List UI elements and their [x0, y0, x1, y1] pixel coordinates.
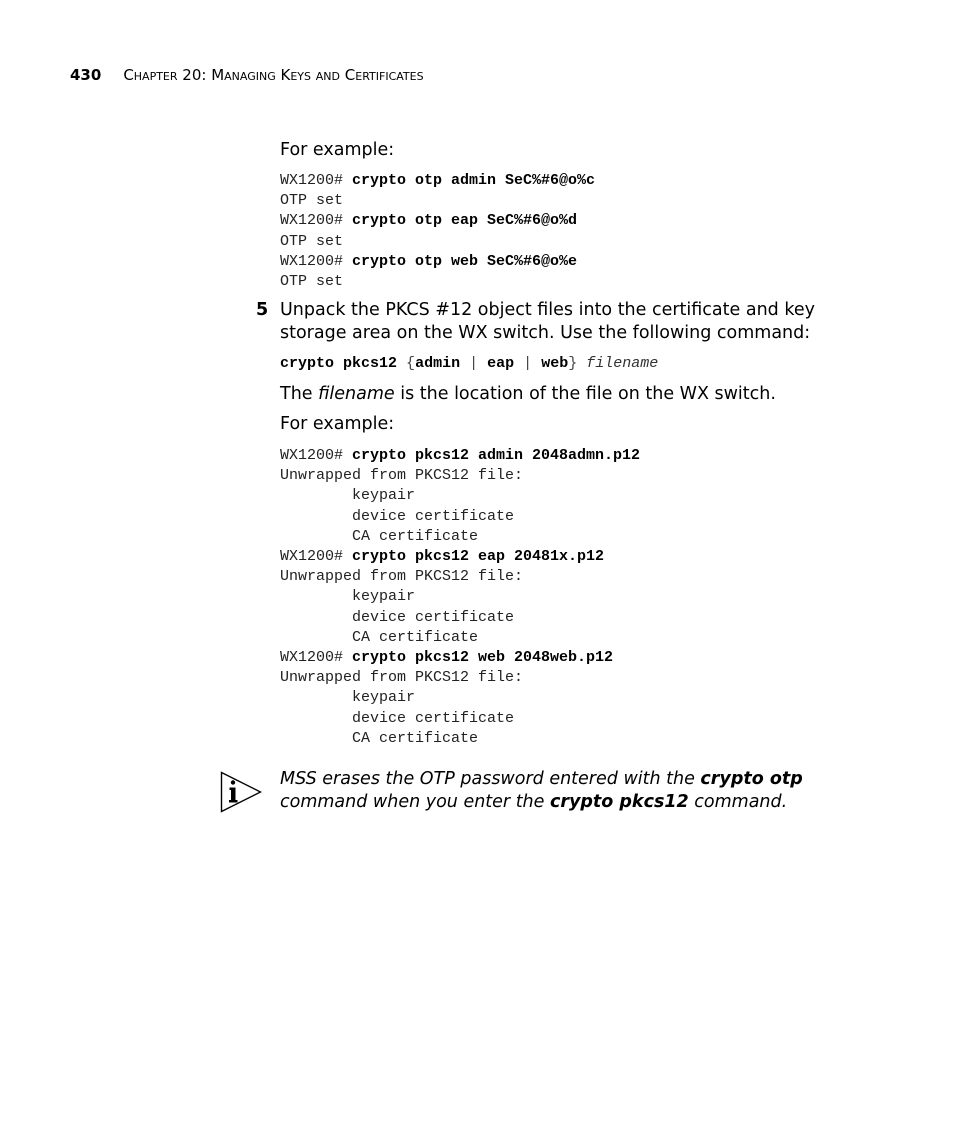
filename-description — [280, 383, 776, 405]
note-text-part: command when you enter the — [280, 791, 550, 812]
syntax-separator: | — [469, 355, 479, 372]
note-text-part: MSS erases the OTP password entered with the — [280, 769, 701, 789]
cli-output: Unwrapped from PKCS12 file: — [280, 568, 524, 586]
cli-command: crypto otp admin SeC%#6@o%c — [352, 172, 596, 189]
syntax-separator: | — [523, 355, 533, 372]
cli-output: keypair — [352, 487, 416, 505]
cli-output: OTP set — [280, 232, 344, 250]
syntax-brace: } — [568, 355, 578, 372]
chapter-title: Chapter 20: Managing Keys and Certificates — [123, 66, 424, 84]
info-icon — [220, 771, 262, 813]
note-text — [280, 768, 880, 813]
note-command: crypto otp — [700, 769, 803, 789]
description-term: filename — [318, 384, 395, 404]
note-text-part: command. — [688, 791, 788, 812]
cli-output: keypair — [352, 689, 416, 707]
description-text: The — [280, 384, 319, 404]
cli-output: device certificate — [352, 608, 515, 626]
cli-prompt: WX1200# — [280, 212, 353, 230]
cli-output: OTP set — [280, 192, 344, 210]
cli-command: crypto pkcs12 admin 2048admn.p12 — [352, 447, 641, 464]
syntax-option: web — [541, 355, 569, 372]
cli-command: crypto otp web SeC%#6@o%e — [352, 252, 578, 270]
cli-prompt: WX1200# — [280, 649, 353, 667]
cli-output: CA certificate — [352, 729, 479, 747]
page-header — [70, 66, 424, 84]
syntax-option: eap — [487, 355, 515, 372]
cli-prompt: WX1200# — [280, 172, 353, 189]
cli-prompt: WX1200# — [280, 252, 353, 270]
note-command: crypto pkcs12 — [549, 791, 689, 812]
syntax-argument: filename — [586, 355, 659, 372]
syntax-brace: { — [406, 355, 416, 372]
description-text: is the location of the file on the WX switch. — [394, 384, 776, 404]
cli-output: device certificate — [352, 507, 515, 525]
cli-output: CA certificate — [352, 527, 479, 545]
step-text: Unpack the PKCS #12 object files into the certificate and key storage area on the WX switch. Use the following command: — [280, 300, 815, 343]
cli-command: crypto pkcs12 web 2048web.p12 — [352, 649, 614, 667]
cli-prompt: WX1200# — [280, 447, 353, 464]
cli-prompt: WX1200# — [280, 548, 353, 566]
page-number: 430 — [70, 66, 102, 84]
cli-output: CA certificate — [352, 628, 479, 646]
pkcs12-code-example — [280, 446, 640, 749]
otp-code-example — [280, 171, 595, 292]
cli-output: Unwrapped from PKCS12 file: — [280, 467, 524, 485]
cli-command: crypto otp eap SeC%#6@o%d — [352, 212, 578, 230]
cli-output: Unwrapped from PKCS12 file: — [280, 669, 524, 687]
syntax-command: crypto pkcs12 — [280, 355, 398, 372]
cli-output: keypair — [352, 588, 416, 606]
step-number: 5 — [256, 300, 269, 320]
cli-command: crypto pkcs12 eap 20481x.p12 — [352, 548, 605, 566]
command-syntax — [280, 354, 658, 374]
for-example-label: For example: — [280, 414, 395, 434]
for-example-label: For example: — [280, 140, 395, 160]
cli-output: OTP set — [280, 273, 344, 291]
syntax-option: admin — [415, 355, 461, 372]
cli-output: device certificate — [352, 709, 515, 727]
